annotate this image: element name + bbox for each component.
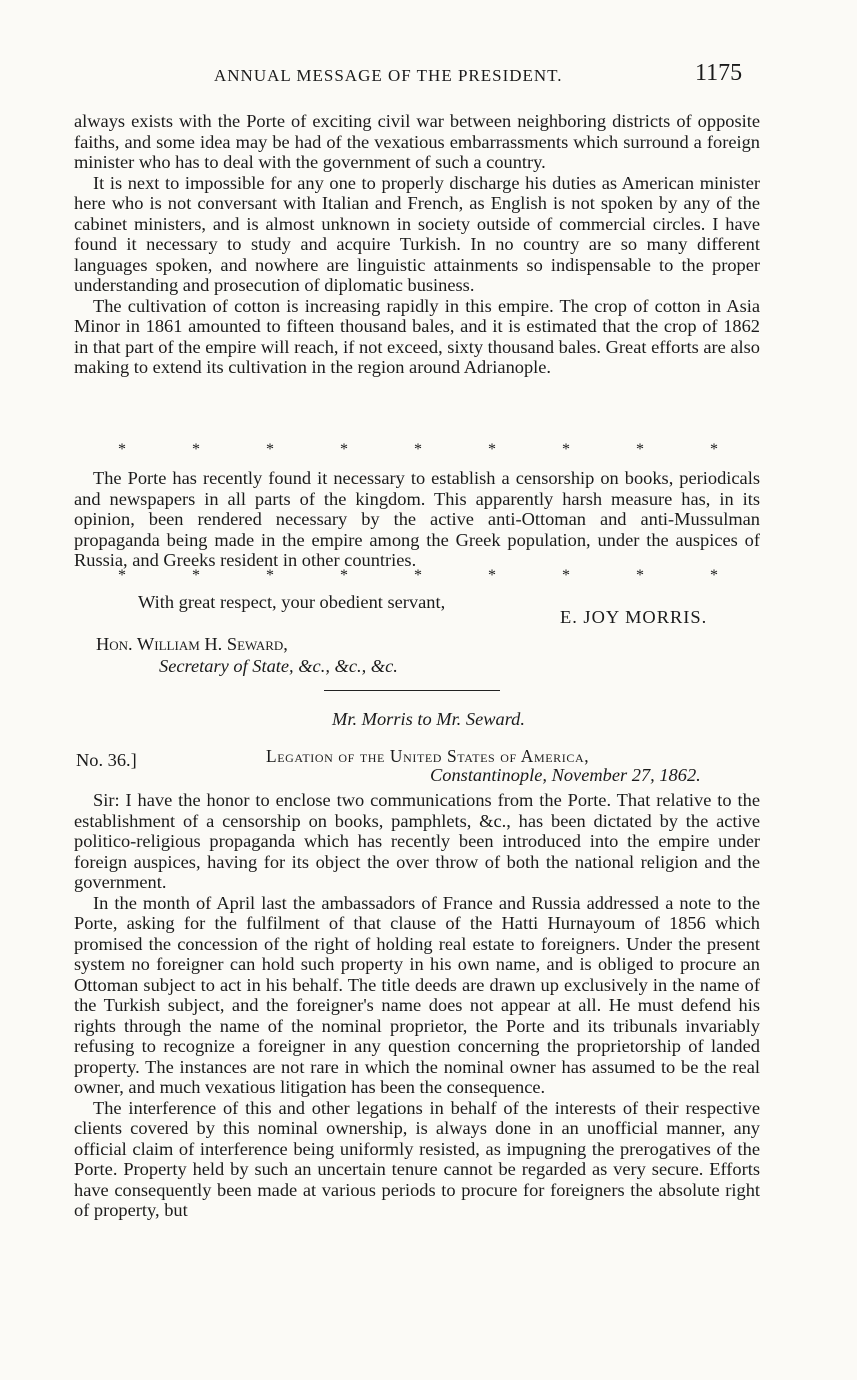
letter1-body-b xyxy=(74,468,760,571)
paragraph: always exists with the Porte of exciting civil war between neighboring districts of opposite faiths, and some idea may be had of the vexatious embarrassments which surround a foreign minister who has to deal with the government of such a country. xyxy=(74,111,760,172)
legation-line: Legation of the United States of America, xyxy=(266,746,590,766)
letter-heading: Mr. Morris to Mr. Seward. xyxy=(332,709,525,729)
star-mark: * xyxy=(636,567,644,584)
star-mark: * xyxy=(118,567,126,584)
letter2-body xyxy=(74,790,760,1221)
closing-line: With great respect, your obedient servant, xyxy=(138,592,446,612)
running-head xyxy=(0,58,857,94)
signature: E. JOY MORRIS. xyxy=(560,607,708,627)
paragraph: Sir: I have the honor to enclose two communications from the Porte. That relative to the establishment of a censorship on books, pamphlets, &c., has been dictated by the active politico-religious propaganda which has recently been introduced into the empire under foreign auspices, having for its object the over throw of both the national religion and the government. xyxy=(74,790,760,892)
dateline: Constantinople, November 27, 1862. xyxy=(430,765,701,785)
document-number: No. 36.] xyxy=(76,750,137,770)
ellipsis-stars xyxy=(118,567,718,584)
paragraph: It is next to impossible for any one to properly discharge his duties as American minister here who is not conversant with Italian and French, as English is not spoken by any of the cabinet ministers, and is almost unknown in society outside of commercial circles. I have found it necessary to study and acquire Turkish. In no country are so many different languages spoken, and nowhere are linguistic attainments so indispensable to the proper understanding and prosecution of diplomatic business. xyxy=(74,172,760,295)
section-divider xyxy=(324,690,500,691)
star-mark: * xyxy=(266,567,274,584)
paragraph: The interference of this and other legations in behalf of the interests of their respective clients covered by this nominal ownership, is always done in an unofficial manner, any official claim of interference being uniformly resisted, as impugning the prerogatives of the Porte. Property held by such an uncertain tenure cannot be regarded as very secure. Efforts have consequently been made at various periods to procure for foreigners the absolute right of property, but xyxy=(74,1097,760,1220)
star-mark: * xyxy=(192,567,200,584)
star-mark: * xyxy=(118,441,126,458)
letter1-body-a xyxy=(74,111,760,378)
page-number: 1175 xyxy=(695,60,743,86)
paragraph: In the month of April last the ambassadors of France and Russia addressed a note to the Porte, asking for the fulfilment of that clause of the Hatti Hurnayoum of 1856 which promised the concession of the right of holding real estate to foreigners. Under the present system no foreigner can hold such property in his own name, and is obliged to procure an Ottoman subject to act in his behalf. The title deeds are drawn up exclusively in the name of the Turkish subject, and the foreigner's name does not appear at all. He must defend his rights through the name of the nominal proprietor, the Porte and its tribunals invariably refusing to recognize a foreigner in any question concerning the proprietorship of landed property. The instances are not rare in which the nominal owner has assumed to be the real owner, and much vexatious litigation has been the consequence. xyxy=(74,892,760,1097)
star-mark: * xyxy=(710,567,718,584)
star-mark: * xyxy=(340,567,348,584)
star-mark: * xyxy=(414,567,422,584)
star-mark: * xyxy=(414,441,422,458)
star-mark: * xyxy=(488,567,496,584)
star-mark: * xyxy=(562,567,570,584)
star-mark: * xyxy=(192,441,200,458)
star-mark: * xyxy=(562,441,570,458)
star-mark: * xyxy=(710,441,718,458)
star-mark: * xyxy=(636,441,644,458)
ellipsis-stars xyxy=(118,441,718,458)
star-mark: * xyxy=(488,441,496,458)
star-mark: * xyxy=(340,441,348,458)
paragraph: The cultivation of cotton is increasing rapidly in this empire. The crop of cotton in Asia Minor in 1861 amounted to fifteen thousand bales, and it is estimated that the crop of 1862 in that part of the empire will reach, if not exceed, sixty thousand bales. Great efforts are also making to extend its cultivation in the region around Adrianople. xyxy=(74,295,761,377)
addressee-title: Secretary of State, &c., &c., &c. xyxy=(159,656,398,676)
addressee-name: Hon. William H. Seward, xyxy=(96,634,288,654)
running-title: ANNUAL MESSAGE OF THE PRESIDENT. xyxy=(214,66,563,85)
paragraph: The Porte has recently found it necessary to establish a censorship on books, periodicals and newspapers in all parts of the kingdom. This apparently harsh measure has, in its opinion, been rendered necessary by the active anti-Ottoman and anti-Mussulman propaganda being made in the empire among the Greek population, under the auspices of Russia, and Greeks resident in other countries. xyxy=(74,468,760,570)
star-mark: * xyxy=(266,441,274,458)
